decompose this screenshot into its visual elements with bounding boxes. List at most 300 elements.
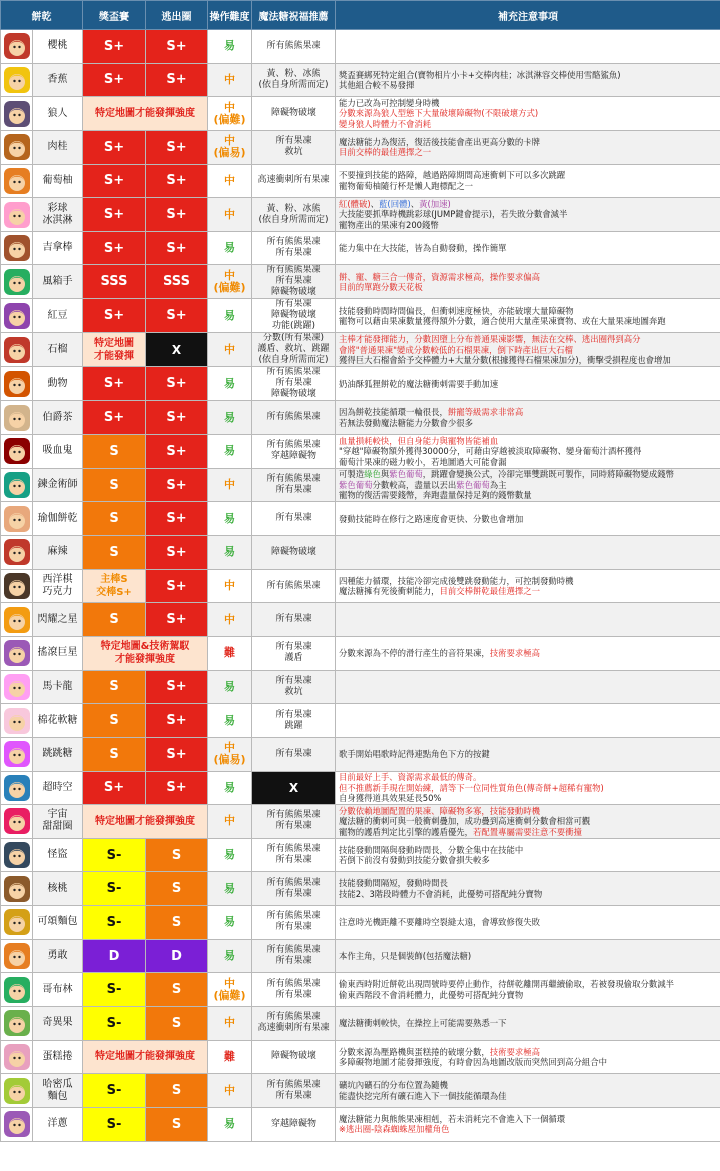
note-line: 目前的單跑分數天花板 — [339, 281, 423, 292]
blessing-recommendation: 所有熊熊果凍 所有果凍 — [252, 973, 336, 1007]
avatar-cell — [1, 872, 33, 906]
note-line: 寵物產出的果凍有200錢幣 — [339, 219, 439, 230]
difficulty: 中 — [208, 63, 252, 97]
difficulty: 易 — [208, 401, 252, 435]
cookie-name: 哥布林 — [33, 973, 83, 1007]
notes — [336, 30, 720, 64]
avatar-cell — [1, 130, 33, 164]
blessing-recommendation: 所有果凍 — [252, 603, 336, 637]
blessing-recommendation: 所有果凍 — [252, 502, 336, 536]
cup-grade: S — [83, 468, 146, 502]
note-line: 魔法糖能力與熊熊果凍相剋，若未消耗完不會進入下一個循環 — [339, 1113, 566, 1124]
escape-grade: S — [146, 838, 208, 872]
table-row — [1, 670, 720, 704]
cup-grade: S+ — [83, 367, 146, 401]
difficulty: 易 — [208, 939, 252, 973]
cup-grade: S- — [83, 906, 146, 940]
note-line: 魔法糖衝刺較快，在操控上可能需要熟悉一下 — [339, 1018, 507, 1029]
note-line: 偷東西階段不會消耗體力，此優勢可搭配純分寶物 — [339, 989, 524, 1000]
onion-cookie-avatar — [4, 1111, 30, 1137]
cup-grade: S+ — [83, 198, 146, 232]
pomegranate-cookie-avatar — [4, 337, 30, 363]
escape-grade: S+ — [146, 569, 208, 603]
cup-grade: SSS — [83, 265, 146, 299]
note-line: ※逃出圈-陰森蜘蛛屋加權角色 — [339, 1124, 450, 1135]
header-blessing: 魔法糖祝福推薦 — [252, 1, 336, 30]
note-line: 不要撞到技能的路障，越過路障期間高速衝刺下可以多次跳躍 — [339, 170, 566, 181]
cup-grade: S+ — [83, 63, 146, 97]
table-row — [1, 164, 720, 198]
cup-grade: S — [83, 737, 146, 771]
note-line: 四種能力循環，技能冷卻完成後雙跳發動能力，可控制發動時機 — [339, 575, 574, 586]
note-line: 魔法糖擁有死後衝刺能力，目前交棒餅乾最佳選擇之一 — [339, 586, 540, 596]
notes — [336, 838, 720, 872]
table-row — [1, 97, 720, 131]
notes — [336, 704, 720, 738]
notes — [336, 164, 720, 198]
cookie-name: 紅豆 — [33, 299, 83, 333]
note-line: 變身狼人時體力不會消耗 — [339, 118, 432, 129]
cookie-name: 西洋棋 巧克力 — [33, 569, 83, 603]
avatar-cell — [1, 97, 33, 131]
difficulty: 易 — [208, 872, 252, 906]
table-row — [1, 536, 720, 570]
blessing-recommendation: 所有果凍 護盾 — [252, 636, 336, 670]
notes — [336, 1040, 720, 1074]
marshmallow-cookie-avatar — [4, 708, 30, 734]
avatar-cell — [1, 737, 33, 771]
note-line: 技能發動間隔短，發動時間長 — [339, 878, 448, 889]
header-escape: 逃出圈 — [146, 1, 208, 30]
note-line: 奶油酥狐狸餅乾的魔法糖衝刺需要手動加速 — [339, 378, 499, 389]
notes — [336, 603, 720, 637]
cookie-name: 哈密瓜 麵包 — [33, 1074, 83, 1108]
difficulty: 易 — [208, 30, 252, 64]
cookie-name: 宇宙 甜甜圈 — [33, 805, 83, 839]
table-row — [1, 1107, 720, 1141]
difficulty: 易 — [208, 536, 252, 570]
croissant-cookie-avatar — [4, 909, 30, 935]
difficulty: 中 (偏難) — [208, 973, 252, 1007]
escape-grade: S+ — [146, 502, 208, 536]
notes — [336, 367, 720, 401]
avatar-cell — [1, 1107, 33, 1141]
cup-grade: S- — [83, 838, 146, 872]
chess-choco-cookie-avatar — [4, 573, 30, 599]
phantom-thief-cookie-avatar — [4, 842, 30, 868]
popping-candy-cookie-avatar — [4, 741, 30, 767]
blessing-recommendation: 分數(所有果凍) 護盾、救坑、跳躍 (依自身所需而定) — [252, 333, 336, 367]
difficulty: 易 — [208, 231, 252, 265]
difficulty: 易 — [208, 838, 252, 872]
table-row — [1, 401, 720, 435]
kiwi-cookie-avatar — [4, 1010, 30, 1036]
note-line: 技能發動間隔與發動時間長，分數全集中在技能中 — [339, 844, 524, 855]
goblin-cookie-avatar — [4, 977, 30, 1003]
escape-grade: S+ — [146, 164, 208, 198]
cookie-name: 馬卡龍 — [33, 670, 83, 704]
table-row — [1, 435, 720, 469]
macaron-cookie-avatar — [4, 674, 30, 700]
grapefruit-cookie-avatar — [4, 168, 30, 194]
note-line: 能力已改為可控制變身時機 — [339, 97, 440, 108]
notes — [336, 401, 720, 435]
churro-cookie-avatar — [4, 235, 30, 261]
cup-grade: S+ — [83, 164, 146, 198]
werewolf-cookie-avatar — [4, 101, 30, 127]
table-row — [1, 198, 720, 232]
notes — [336, 63, 720, 97]
spicy-cookie-avatar — [4, 539, 30, 565]
note-line: 技能發動時間時間偏長，但衝刺速度極快，亦能破壞大量障礙物 — [339, 305, 574, 316]
blessing-recommendation: 所有熊熊果凍 所有果凍 — [252, 231, 336, 265]
cup-grade: S- — [83, 1074, 146, 1108]
blessing-recommendation: 障礙物破壞 — [252, 1040, 336, 1074]
cherry-cookie-avatar — [4, 33, 30, 59]
notes — [336, 198, 720, 232]
escape-grade: S+ — [146, 30, 208, 64]
cookie-name: 葡萄柚 — [33, 164, 83, 198]
avatar-cell — [1, 805, 33, 839]
avatar-cell — [1, 906, 33, 940]
cup-escape-note: 特定地圖&技術駕馭 才能發揮強度 — [83, 636, 208, 670]
blessing-recommendation: X — [252, 771, 336, 805]
cup-grade: D — [83, 939, 146, 973]
difficulty: 中 — [208, 603, 252, 637]
cup-grade: 特定地圖 才能發揮 — [83, 333, 146, 367]
notes — [336, 906, 720, 940]
cookie-name: 瑜伽餅乾 — [33, 502, 83, 536]
difficulty: 難 — [208, 1040, 252, 1074]
difficulty: 中 — [208, 164, 252, 198]
table-row — [1, 265, 720, 299]
header-notes: 補充注意事項 — [336, 1, 720, 30]
note-line: 紫色葡萄分數較高，盡量以丟出紫色葡萄為主 — [339, 479, 507, 490]
note-line: 多障礙物地圖才能發揮強度，有時會因為地圖改版而突然回到高分組合中 — [339, 1056, 607, 1067]
cup-grade: S — [83, 603, 146, 637]
escape-grade: S+ — [146, 63, 208, 97]
notes — [336, 771, 720, 805]
table-row — [1, 636, 720, 670]
table-row — [1, 367, 720, 401]
table-row — [1, 704, 720, 738]
avatar-cell — [1, 536, 33, 570]
red-bean-cookie-avatar — [4, 303, 30, 329]
escape-grade: S+ — [146, 130, 208, 164]
blessing-recommendation: 所有熊熊果凍 所有果凍 — [252, 468, 336, 502]
blessing-recommendation: 穿越障礙物 — [252, 1107, 336, 1141]
table-row — [1, 838, 720, 872]
table-row — [1, 130, 720, 164]
avatar-cell — [1, 1007, 33, 1041]
notes — [336, 97, 720, 131]
escape-grade: S+ — [146, 198, 208, 232]
avatar-cell — [1, 30, 33, 64]
difficulty: 中 — [208, 805, 252, 839]
earl-grey-cookie-avatar — [4, 405, 30, 431]
note-line: 獎盃賽綁死特定組合(寶物相片小卡+交棒肉桂；冰淇淋容交棒使用雪酪鯊魚) — [339, 69, 621, 80]
table-row — [1, 468, 720, 502]
difficulty: 中 (偏難) — [208, 265, 252, 299]
difficulty: 易 — [208, 502, 252, 536]
cookie-name: 超時空 — [33, 771, 83, 805]
note-line: 偷東西時附近餅乾出現問號時要停止動作，待餅乾離開再繼續偷取，若被發現偷取分數減半 — [339, 979, 674, 990]
table-row — [1, 502, 720, 536]
avatar-cell — [1, 502, 33, 536]
blessing-recommendation: 所有熊熊果凍 所有果凍 障礙物破壞 — [252, 367, 336, 401]
cup-grade: S — [83, 536, 146, 570]
blessing-recommendation: 黃、粉、冰熊 (依自身所需而定) — [252, 198, 336, 232]
blessing-recommendation: 所有果凍 障礙物破壞 功能(跳躍) — [252, 299, 336, 333]
avatar-cell — [1, 838, 33, 872]
escape-grade: S+ — [146, 468, 208, 502]
yoga-cookie-avatar — [4, 506, 30, 532]
table-row — [1, 1040, 720, 1074]
table-row — [1, 63, 720, 97]
table-row — [1, 1074, 720, 1108]
note-line: 但不推薦新手現在開始練，請等下一位同性質角色(傳奇餅+超稀有寵物) — [339, 782, 604, 793]
notes — [336, 737, 720, 771]
banana-cookie-avatar — [4, 67, 30, 93]
escape-grade: S+ — [146, 536, 208, 570]
cup-grade: 主棒S 交棒S+ — [83, 569, 146, 603]
table-row — [1, 737, 720, 771]
table-row — [1, 569, 720, 603]
escape-grade: S — [146, 872, 208, 906]
shining-star-cookie-avatar — [4, 607, 30, 633]
blessing-recommendation: 所有熊熊果凍 所有果凍 — [252, 872, 336, 906]
escape-grade: S+ — [146, 603, 208, 637]
blessing-recommendation: 所有熊熊果凍 — [252, 569, 336, 603]
cookie-name: 吸血鬼 — [33, 435, 83, 469]
cookie-name: 櫻桃 — [33, 30, 83, 64]
blessing-recommendation: 所有熊熊果凍 所有果凍 — [252, 838, 336, 872]
blessing-recommendation: 所有果凍 救坑 — [252, 670, 336, 704]
notes — [336, 130, 720, 164]
blessing-recommendation: 所有熊熊果凍 — [252, 30, 336, 64]
cookie-name: 怪盜 — [33, 838, 83, 872]
cup-grade: S+ — [83, 30, 146, 64]
difficulty: 中 (偏易) — [208, 130, 252, 164]
cup-escape-note: 特定地圖才能發揮強度 — [83, 805, 208, 839]
note-line: 紅(體破)、藍(回體)、黃(加速) — [339, 198, 451, 209]
note-line: 歌手開始唱歌時記得連點角色下方的按鍵 — [339, 749, 490, 759]
cookie-name: 勇敢 — [33, 939, 83, 973]
blessing-recommendation: 障礙物破壞 — [252, 97, 336, 131]
cookie-name: 石榴 — [33, 333, 83, 367]
blessing-recommendation: 高速衝刺所有果凍 — [252, 164, 336, 198]
avatar-cell — [1, 468, 33, 502]
cookie-name: 核桃 — [33, 872, 83, 906]
difficulty: 易 — [208, 771, 252, 805]
table-row — [1, 771, 720, 805]
notes — [336, 670, 720, 704]
notes — [336, 299, 720, 333]
cup-grade: S+ — [83, 130, 146, 164]
escape-grade: S+ — [146, 231, 208, 265]
note-line: 分數來源為狼人型態下大量破壞障礙物(不限破壞方式) — [339, 108, 539, 119]
alchemist-cookie-avatar — [4, 472, 30, 498]
notes — [336, 231, 720, 265]
rainbow-sherbet-cookie-avatar — [4, 202, 30, 228]
note-line: 本作主角，只是個裝飾(包括魔法糖) — [339, 950, 472, 961]
note-line: 會將"普通果凍"變成分數較低的石榴果凍，倒下時產出巨大石榴 — [339, 344, 573, 355]
notes — [336, 1007, 720, 1041]
escape-grade: SSS — [146, 265, 208, 299]
avatar-cell — [1, 771, 33, 805]
cookie-name: 跳跳糖 — [33, 737, 83, 771]
table-header-row — [1, 1, 720, 30]
difficulty: 易 — [208, 1107, 252, 1141]
note-line: 能盡快挖完所有礦石進入下一個技能循環為佳 — [339, 1090, 507, 1101]
blessing-recommendation: 所有果凍 救坑 — [252, 130, 336, 164]
avatar-cell — [1, 636, 33, 670]
table-row — [1, 872, 720, 906]
escape-grade: S+ — [146, 704, 208, 738]
cup-grade: S+ — [83, 401, 146, 435]
cookie-name: 洋蔥 — [33, 1107, 83, 1141]
note-line: 分數來源為不停的滑行產生的音符果凍，技術要求極高 — [339, 648, 540, 659]
escape-grade: S — [146, 906, 208, 940]
pastry-cookie-avatar — [4, 269, 30, 295]
table-row — [1, 906, 720, 940]
table-row — [1, 805, 720, 839]
cookie-name: 奇異果 — [33, 1007, 83, 1041]
blessing-recommendation: 所有熊熊果凍 所有果凍 障礙物破壞 — [252, 265, 336, 299]
difficulty: 中 — [208, 198, 252, 232]
cup-grade: S — [83, 670, 146, 704]
note-line: 目前交棒的最佳選擇之一 — [339, 147, 432, 158]
table-row — [1, 939, 720, 973]
avatar-cell — [1, 603, 33, 637]
difficulty: 易 — [208, 299, 252, 333]
cup-grade: S+ — [83, 231, 146, 265]
escape-grade: S+ — [146, 435, 208, 469]
avatar-cell — [1, 939, 33, 973]
notes — [336, 333, 720, 367]
cookie-name: 閃耀之星 — [33, 603, 83, 637]
note-line: 寵物的復活需要錢幣，奔跑盡量保持足夠的錢幣數量 — [339, 490, 532, 501]
roll-cake-cookie-avatar — [4, 1044, 30, 1070]
avatar-cell — [1, 367, 33, 401]
difficulty: 中 — [208, 1007, 252, 1041]
avatar-cell — [1, 63, 33, 97]
escape-grade: S — [146, 973, 208, 1007]
difficulty: 中 — [208, 333, 252, 367]
difficulty: 難 — [208, 636, 252, 670]
note-line: 其他組合較不易發揮 — [339, 79, 415, 90]
table-row — [1, 30, 720, 64]
difficulty: 易 — [208, 704, 252, 738]
notes — [336, 872, 720, 906]
escape-grade: S+ — [146, 737, 208, 771]
notes — [336, 502, 720, 536]
notes — [336, 939, 720, 973]
difficulty: 中 (偏易) — [208, 737, 252, 771]
table-body — [1, 30, 720, 1142]
escape-grade: S+ — [146, 299, 208, 333]
blessing-recommendation: 障礙物破壞 — [252, 536, 336, 570]
escape-grade: S — [146, 1107, 208, 1141]
note-line: 因為餅乾技能循環一輪很長，餅寵等級需求非常高 — [339, 407, 524, 418]
avatar-cell — [1, 164, 33, 198]
notes — [336, 805, 720, 839]
blessing-recommendation: 所有果凍 — [252, 737, 336, 771]
note-line: 分數依賴地圖配置的果凍、障礙物多寡，技能發動時機 — [339, 805, 540, 816]
cookie-name: 動物 — [33, 367, 83, 401]
cookie-name: 伯爵茶 — [33, 401, 83, 435]
escape-grade: S+ — [146, 401, 208, 435]
walnut-cookie-avatar — [4, 876, 30, 902]
escape-grade: S+ — [146, 670, 208, 704]
blessing-recommendation: 黃、粉、冰熊 (依自身所需而定) — [252, 63, 336, 97]
difficulty: 易 — [208, 906, 252, 940]
note-line: 寵物可以藉由果凍數量獲得額外分數，適合使用大量產果凍寶物、或在大量果凍地圖奔跑 — [339, 315, 666, 326]
cookie-name: 吉拿棒 — [33, 231, 83, 265]
cup-escape-note: 特定地圖才能發揮強度 — [83, 97, 208, 131]
note-line: 技能2、3階段時體力不會消耗，此優勢可搭配純分寶物 — [339, 888, 543, 899]
notes — [336, 435, 720, 469]
avatar-cell — [1, 1040, 33, 1074]
cookie-name: 風箱手 — [33, 265, 83, 299]
cup-grade: S- — [83, 973, 146, 1007]
note-line: 能力集中在大技能，皆為自動發動，操作簡單 — [339, 242, 507, 253]
escape-grade: S — [146, 1074, 208, 1108]
note-line: 血量損耗較快，但自身能力與寵物皆能補血 — [339, 435, 499, 446]
difficulty: 中 — [208, 468, 252, 502]
avatar-cell — [1, 1074, 33, 1108]
cup-grade: S- — [83, 1007, 146, 1041]
avatar-cell — [1, 299, 33, 333]
animal-cookie-avatar — [4, 371, 30, 397]
cup-escape-note: 特定地圖才能發揮強度 — [83, 1040, 208, 1074]
note-line: 自身獲得道具效果延長50% — [339, 793, 442, 804]
table-row — [1, 603, 720, 637]
notes — [336, 468, 720, 502]
note-line: 大技能要抓準時機跳彩球(JUMP鍵會提示)，若失敗分數會減半 — [339, 209, 568, 220]
cookie-name: 彩球 冰淇淋 — [33, 198, 83, 232]
escape-grade: S+ — [146, 771, 208, 805]
note-line: 礦坑內礦石的分布位置為隨機 — [339, 1080, 448, 1091]
blessing-recommendation: 所有熊熊果凍 所有果凍 — [252, 939, 336, 973]
notes — [336, 973, 720, 1007]
blessing-recommendation: 所有熊熊果凍 所有果凍 — [252, 805, 336, 839]
cookie-name: 蛋糕捲 — [33, 1040, 83, 1074]
avatar-cell — [1, 973, 33, 1007]
note-line: 主棒才能發揮能力，分數因墮上分布普通果凍影響，無法在交棒、逃出圈得到高分 — [339, 334, 641, 345]
cookie-name: 棉花軟糖 — [33, 704, 83, 738]
header-difficulty: 操作難度 — [208, 1, 252, 30]
brave-cookie-avatar — [4, 943, 30, 969]
notes — [336, 636, 720, 670]
difficulty: 易 — [208, 367, 252, 401]
cup-grade: S+ — [83, 299, 146, 333]
note-line: 寵物的護盾判定比引擎的護盾優先，若配置專屬需要注意不要衝撞 — [339, 826, 582, 837]
cup-grade: S+ — [83, 771, 146, 805]
cup-grade: S- — [83, 872, 146, 906]
blessing-recommendation: 所有熊熊果凍 — [252, 401, 336, 435]
table-row — [1, 973, 720, 1007]
notes — [336, 536, 720, 570]
note-line: 可製造綠色與紫色葡萄，跳躍會變換公式，冷卻完畢雙跳既可製作，同時將障礙物變成錢幣 — [339, 469, 674, 480]
cinnamon-cookie-avatar — [4, 134, 30, 160]
note-line: 獲得巨大石榴會給予交棒體力+大量分數(根據獲得石榴果凍加分)，衝擊受損程度也會增加 — [339, 355, 671, 366]
cup-grade: S — [83, 704, 146, 738]
table-row — [1, 231, 720, 265]
escape-grade: S — [146, 1007, 208, 1041]
cup-grade: S — [83, 502, 146, 536]
melon-bread-cookie-avatar — [4, 1078, 30, 1104]
